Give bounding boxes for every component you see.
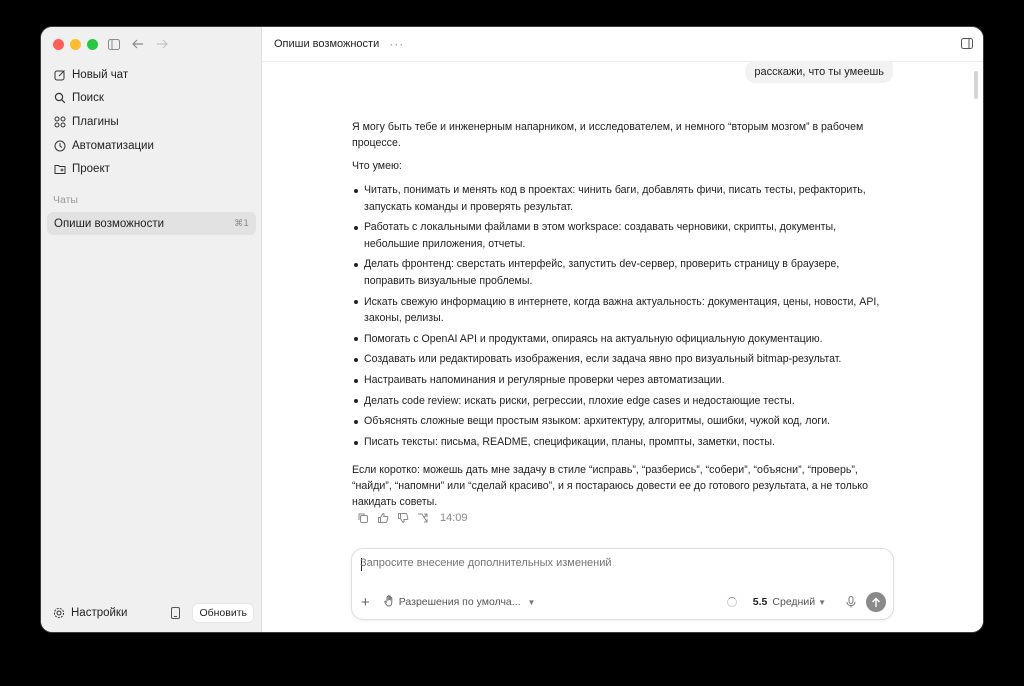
loading-spinner-icon [727,597,737,607]
window-controls [53,39,98,50]
list-item: Создавать или редактировать изображения, если задача явно про визуальный bitmap-результат. [352,351,892,367]
settings-button[interactable] [53,607,127,619]
chat-item-shortcut: ⌘1 [234,218,249,229]
hand-icon [384,595,395,610]
permissions-label: Разрешения по умолча... [398,596,521,608]
close-window-button[interactable] [53,39,64,50]
scrollbar[interactable] [974,71,978,99]
list-item: Работать с локальными файлами в этом workspace: создавать черновики, скрипты, документы, небольшие приложения, отчеты. [352,219,892,252]
sidebar-item-label: Поиск [72,92,104,105]
composer-input[interactable] [360,557,885,569]
model-version[interactable]: 5.5 [752,596,768,608]
assistant-intro: Я могу быть тебе и инженерным напарником, и исследователем, и немного “вторым мозгом” в рабочем процессе. [352,121,864,150]
sidebar-item-project[interactable] [47,157,255,181]
message-actions [356,511,468,524]
sidebar-item-new-chat[interactable] [47,63,255,87]
assistant-outro: Если коротко: можешь дать мне задачу в стиле “исправь”, “разберись”, “собери”, “объясни”, “проверь”, “найди”, “напомни” или “сделай красиво”, и я постараюсь довести ее до готового результата, а не только накидать советы. [352,463,868,509]
clock-icon [54,140,66,152]
capabilities-list [352,182,892,450]
copy-icon[interactable] [356,511,369,524]
panel-toggle-icon[interactable] [961,38,973,49]
arrow-up-icon [871,597,881,608]
sidebar-item-automations[interactable] [47,134,255,158]
edit-icon [54,69,66,81]
composer-right-controls [727,592,886,612]
plugins-icon [54,116,66,128]
effort-selector[interactable]: Средний [772,596,816,608]
app-window [41,27,983,632]
sidebar-footer [53,603,254,623]
update-button[interactable]: Обновить [192,603,254,623]
sidebar-chat-item[interactable] [47,212,256,235]
list-item: Помогать с OpenAI API и продуктами, опираясь на актуальную официальную документацию. [352,331,892,347]
sidebar-item-label: Новый чат [72,68,129,81]
sidebar-item-label: Проект [72,163,110,176]
list-item: Объяснять сложные вещи простым языком: архитектуру, алгоритмы, ошибки, чужой код, логи. [352,413,892,429]
minimize-window-button[interactable] [70,39,81,50]
thumbs-up-icon[interactable] [376,511,389,524]
composer-toolbar [361,592,886,612]
message-composer [351,548,894,620]
gear-icon [53,607,65,619]
assistant-message [352,119,892,517]
list-item: Настраивать напоминания и регулярные проверки через автоматизации. [352,372,892,388]
more-options-icon[interactable]: ··· [389,37,405,51]
sidebar-item-label: Автоматизации [72,139,154,152]
phone-icon[interactable] [171,607,180,619]
send-button[interactable] [866,592,886,612]
sidebar-item-search[interactable] [47,87,255,111]
back-arrow-icon[interactable] [131,37,145,51]
chats-section-label: Чаты [53,194,78,206]
message-timestamp: 14:09 [440,511,468,524]
chat-header [262,27,983,62]
chevron-down-icon: ▼ [818,597,826,607]
permissions-dropdown[interactable] [384,595,536,610]
list-item: Писать тексты: письма, README, спецификации, планы, промпты, заметки, посты. [352,434,892,450]
folder-plus-icon [54,163,66,175]
microphone-icon[interactable] [846,596,856,608]
list-item: Делать code review: искать риски, регрессии, плохие edge cases и недостающие тесты. [352,393,892,409]
maximize-window-button[interactable] [87,39,98,50]
sidebar-toggle-icon[interactable] [107,37,121,51]
sidebar-item-plugins[interactable] [47,110,255,134]
chevron-down-icon: ▼ [527,597,536,607]
list-item: Делать фронтенд: сверстать интерфейс, запустить dev-сервер, проверить страницу в браузере, поправить визуальные проблемы. [352,256,892,289]
sidebar-item-label: Плагины [72,115,119,128]
main-panel [262,27,983,632]
sidebar [41,27,262,632]
chat-title: Опиши возможности [274,38,380,50]
search-icon [54,92,66,104]
sidebar-toolbar [107,37,169,51]
chat-item-label: Опиши возможности [54,217,165,230]
add-attachment-icon[interactable]: + [361,593,370,611]
user-message: расскажи, что ты умеешь [745,61,893,83]
assistant-list-title: Что умею: [352,159,402,172]
forward-arrow-icon[interactable] [155,37,169,51]
thumbs-down-icon[interactable] [396,511,409,524]
sidebar-nav [47,63,255,181]
list-item: Искать свежую информацию в интернете, когда важна актуальность: документация, цены, новости, API, законы, релизы. [352,294,892,327]
list-item: Читать, понимать и менять код в проектах: чинить баги, добавлять фичи, писать тесты, рефакторить, запускать команды и проверять результат. [352,182,892,215]
settings-label: Настройки [71,607,128,619]
branch-icon[interactable] [416,511,429,524]
